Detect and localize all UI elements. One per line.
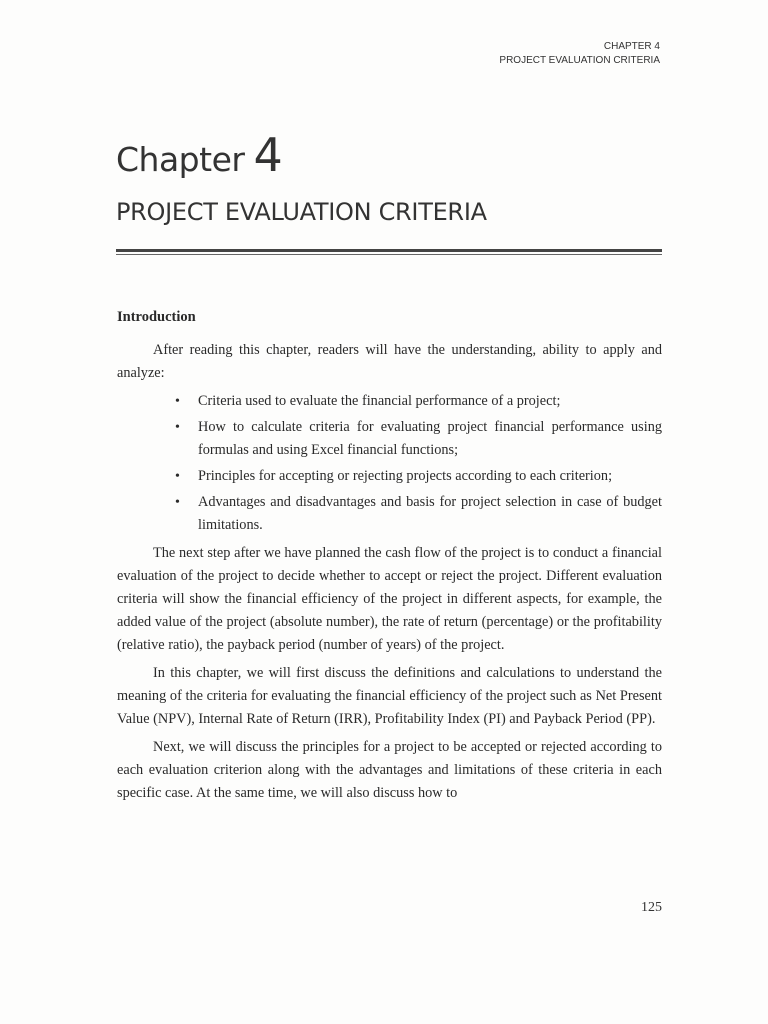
bullet-icon: • [175,495,180,510]
bullet-icon: • [175,394,180,409]
title-rule-thick [116,249,662,252]
title-rule-thin [116,254,662,255]
intro-lead-paragraph: After reading this chapter, readers will have the understanding, ability to apply and analyze: [117,342,662,381]
section-heading-introduction: Introduction [117,309,196,325]
list-item-text: Criteria used to evaluate the financial performance of a project; [198,393,561,409]
list-item-text: How to calculate criteria for evaluating project financial performance using formulas and using Excel financial functions; [198,419,662,458]
bullet-icon: • [175,469,180,484]
list-item-text: Advantages and disadvantages and basis for project selection in case of budget limitations. [198,494,662,533]
body-paragraph: The next step after we have planned the cash flow of the project is to conduct a financial evaluation of the project to decide whether to accept or reject the project. Different evaluation criteria will show the financial efficiency of the project in different aspects, for example, the added value of the project (absolute number), the rate of return (percentage) or the profitability (relative ratio), the payback period (number of years) of the project. [117,545,662,653]
list-item [175,465,662,488]
running-header-chapter: CHAPTER 4 [603,41,660,52]
list-item [175,390,662,413]
list-item [175,416,662,462]
running-header [499,40,660,68]
chapter-title: PROJECT EVALUATION CRITERIA [116,198,487,226]
chapter-number: 4 [253,128,283,182]
objectives-list [117,390,662,537]
chapter-heading [116,128,283,182]
page-number: 125 [641,900,662,915]
list-item-text: Principles for accepting or rejecting projects according to each criterion; [198,468,613,484]
chapter-body [117,306,662,810]
body-paragraph: Next, we will discuss the principles for a project to be accepted or rejected according to each evaluation criterion along with the advantages and limitations of these criteria in each specific case. At the same time, we will also discuss how to [117,739,662,801]
chapter-word: Chapter [116,140,245,179]
body-paragraph: In this chapter, we will first discuss the definitions and calculations to understand the meaning of the criteria for evaluating the financial efficiency of the project such as Net Present Value (NPV), Internal Rate of Return (IRR), Profitability Index (PI) and Payback Period (PP). [117,665,662,727]
bullet-icon: • [175,420,180,435]
list-item [175,491,662,537]
running-header-title: PROJECT EVALUATION CRITERIA [499,55,660,66]
